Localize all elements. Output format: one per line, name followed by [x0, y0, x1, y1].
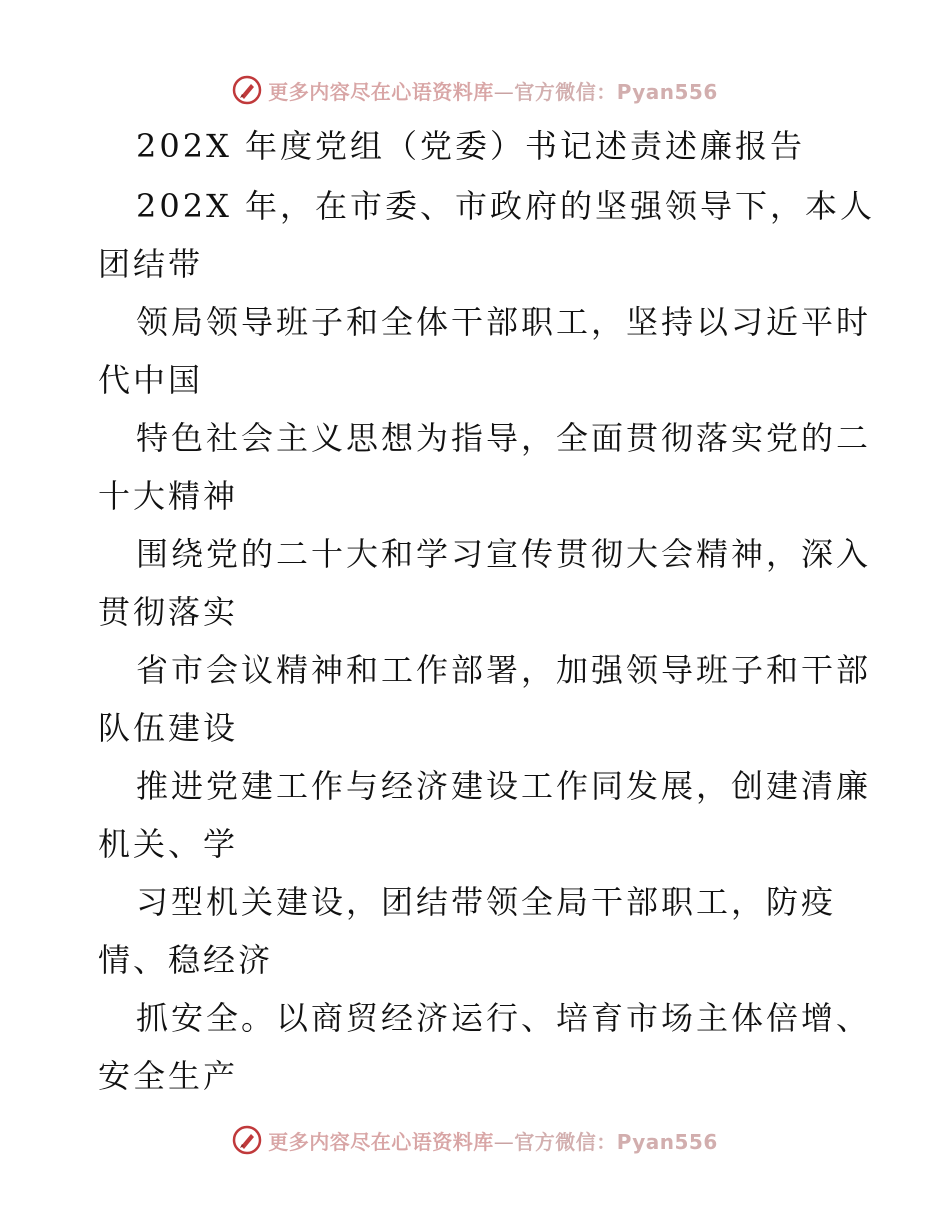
- pen-logo-icon: [232, 1125, 262, 1155]
- paragraph-line: 代中国: [98, 361, 204, 399]
- pen-logo-icon: [232, 75, 262, 105]
- paragraph-line: 围绕党的二十大和学习宣传贯彻大会精神，深入: [136, 535, 872, 573]
- paragraph-line: 安全生产: [98, 1057, 239, 1095]
- paragraph-line: 202X 年，在市委、市政府的坚强领导下，本人: [136, 187, 876, 225]
- paragraph-line: 队伍建设: [98, 709, 239, 747]
- paragraph-line: 情、稳经济: [98, 941, 274, 979]
- document-title: 202X 年度党组（党委）书记述责述廉报告: [136, 127, 806, 165]
- watermark-title: 更多内容尽在心语资料库: [268, 1129, 494, 1154]
- paragraph-line: 机关、学: [98, 825, 239, 863]
- watermark-wechat: 官方微信：Pyan556: [514, 79, 718, 104]
- footer-watermark: [0, 1120, 950, 1160]
- paragraph-line: 团结带: [98, 245, 204, 283]
- paragraph-line: 特色社会主义思想为指导，全面贯彻落实党的二: [136, 419, 872, 457]
- paragraph-line: 领局领导班子和全体干部职工，坚持以习近平时: [136, 303, 872, 341]
- paragraph-line: 省市会议精神和工作部署，加强领导班子和干部: [136, 651, 872, 689]
- paragraph-line: 十大精神: [98, 477, 239, 515]
- watermark-dash: —: [493, 79, 515, 104]
- paragraph-line: 贯彻落实: [98, 593, 239, 631]
- watermark-title: 更多内容尽在心语资料库: [268, 79, 494, 104]
- watermark-dash: —: [493, 1129, 515, 1154]
- paragraph-line: 习型机关建设，团结带领全局干部职工，防疫: [136, 883, 837, 921]
- paragraph-line: 推进党建工作与经济建设工作同发展，创建清廉: [136, 767, 872, 805]
- paragraph-line: 抓安全。以商贸经济运行、培育市场主体倍增、: [136, 999, 872, 1037]
- watermark-wechat: 官方微信：Pyan556: [514, 1129, 718, 1154]
- header-watermark: [0, 70, 950, 110]
